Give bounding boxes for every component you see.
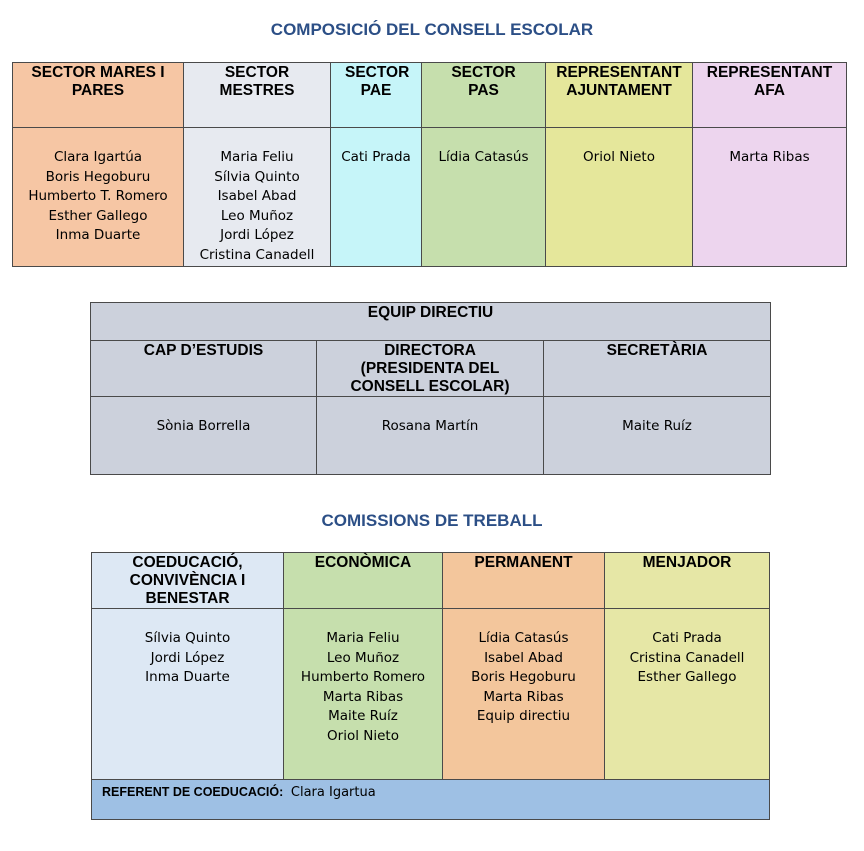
member-name: Jordi López [220,227,294,243]
sector-members [422,128,546,267]
sector-header: SECTOR MESTRES [184,63,331,128]
member-name: Marta Ribas [729,149,810,165]
referent-label: REFERENT DE COEDUCACIÓ: [102,785,284,799]
member-name: Inma Duarte [145,669,230,685]
sector-members [546,128,693,267]
sector-header: SECTOR MARES I PARES [13,63,184,128]
board-table [90,302,771,475]
commission-header: MENJADOR [605,553,770,609]
member-name: Inma Duarte [55,227,141,243]
commission-members [605,609,770,780]
member-name: Maria Feliu [326,630,400,646]
member-name: Lídia Catasús [478,630,569,646]
member-name: Equip directiu [476,708,571,724]
member-name: Oriol Nieto [327,727,399,744]
referent-name: Clara Igartua [290,785,376,800]
member-name: Isabel Abad [484,649,563,666]
member-name: Esther Gallego [637,669,737,685]
member-name: Boris Hegoburu [471,669,576,685]
member-name: Cati Prada [341,149,411,165]
member-name: Cristina Canadell [629,649,745,666]
member-name: Esther Gallego [48,207,148,224]
member-name: Lídia Catasús [438,149,529,165]
commission-header: PERMANENT [443,553,605,609]
council-title: COMPOSICIÓ DEL CONSELL ESCOLAR [270,20,594,39]
member-name: Boris Hegoburu [45,168,151,185]
commission-header: COEDUCACIÓ, CONVIVÈNCIA I BENESTAR [92,553,284,609]
role-name: Sònia Borrella [91,397,317,475]
sector-header: SECTOR PAE [331,63,422,128]
role-header: CAP D’ESTUDIS [91,341,317,397]
member-name: Sílvia Quinto [144,630,231,646]
member-name: Isabel Abad [217,188,297,204]
role-header: DIRECTORA (PRESIDENTA DEL CONSELL ESCOLAR) [317,341,544,397]
member-name: Humberto T. Romero [28,188,168,204]
commission-members [443,609,605,780]
commission-header: ECONÒMICA [284,553,443,609]
sector-members [693,128,847,267]
commission-members [92,609,284,780]
sector-members [13,128,184,267]
member-name: Cristina Canadell [199,246,315,263]
sector-members [184,128,331,267]
member-name: Oriol Nieto [583,149,655,165]
commissions-title: COMISSIONS DE TREBALL [321,511,543,530]
sector-header: SECTOR PAS [422,63,546,128]
coeducation-referent [92,780,770,820]
member-name: Maria Feliu [220,149,294,165]
member-name: Humberto Romero [300,669,426,685]
sector-header: REPRESENTANT AJUNTAMENT [546,63,693,128]
member-name: Maite Ruíz [328,708,398,724]
member-name: Clara Igartúa [53,149,143,165]
member-name: Marta Ribas [322,688,404,705]
member-name: Leo Muñoz [326,649,400,666]
member-name: Cati Prada [652,630,722,646]
sector-members [331,128,422,267]
commission-members [284,609,443,780]
member-name: Sílvia Quinto [214,168,300,185]
council-table [12,62,847,267]
role-name: Rosana Martín [317,397,544,475]
role-header: SECRETÀRIA [544,341,771,397]
commissions-table [91,552,770,820]
role-name: Maite Ruíz [544,397,771,475]
member-name: Jordi López [150,649,225,666]
sector-header: REPRESENTANT AFA [693,63,847,128]
member-name: Leo Muñoz [220,207,294,224]
board-title: EQUIP DIRECTIU [91,303,771,341]
member-name: Marta Ribas [483,688,564,705]
